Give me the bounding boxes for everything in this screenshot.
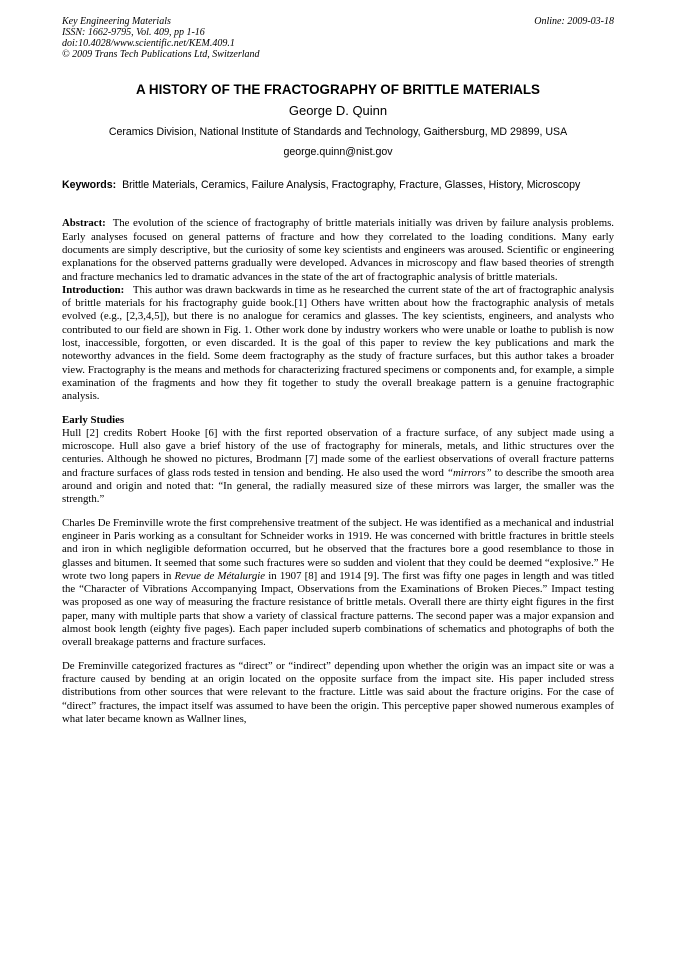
introduction-paragraph xyxy=(62,284,614,404)
journal-doi: doi:10.4028/www.scientific.net/KEM.409.1 xyxy=(62,38,235,49)
online-date: Online: 2009-03-18 xyxy=(534,16,614,27)
p2-text-a: Charles De Freminville wrote the first comprehensive treatment of the subject. He was identified as a mechanical and industrial engineer in Paris working as a consultant for Schneider works in 1919. He was concerned with brittle fractures in brittle steels and iron in which negligible deformation occurred, but he observed that the fractures bore a good resemblance to those in glasses and bitumen. It seemed that some such fractures were so sudden and violent that they could be deemed “explosive.” He wrote two long papers in xyxy=(62,516,614,582)
early-studies-paragraph-1 xyxy=(62,427,614,507)
section-heading-early-studies: Early Studies xyxy=(62,413,125,426)
journal-issn: ISSN: 1662-9795, Vol. 409, pp 1-16 xyxy=(62,27,205,38)
journal-copyright: © 2009 Trans Tech Publications Ltd, Switzerland xyxy=(62,49,260,60)
paper-title: A HISTORY OF THE FRACTOGRAPHY OF BRITTLE MATERIALS xyxy=(136,82,540,97)
p1-text-b: to describe the smooth area around and origin and noted that: “In general, the radially measured size of these mirrors was larger, the smaller was the strength.” xyxy=(62,466,615,506)
keywords-label: Keywords: xyxy=(62,179,117,191)
paper-page xyxy=(62,16,614,726)
introduction-label: Introduction: xyxy=(62,283,125,296)
abstract-label: Abstract: xyxy=(62,217,106,230)
p1-emphasis: “mirrors” xyxy=(446,466,492,479)
author-affiliation: Ceramics Division, National Institute of Standards and Technology, Gaithersburg, MD 29899, USA xyxy=(108,126,568,138)
keywords xyxy=(62,179,614,192)
keywords-text: Brittle Materials, Ceramics, Failure Analysis, Fractography, Fracture, Glasses, History, Microscopy xyxy=(122,179,581,191)
abstract-paragraph xyxy=(62,217,614,283)
early-studies-paragraph-2 xyxy=(62,517,614,650)
early-studies-paragraph-3: De Freminville categorized fractures as “direct” or “indirect” depending upon whether the origin was an impact site or was a fracture caused by bending at an origin located on the opposite surface from the impact site. His paper included stress distributions from other sources that were relevant to the fracture. Little was said about the fracture origins. For the case of “direct” fractures, the impact itself was assumed to have been the origin. This perceptive paper showed numerous examples of what later became known as Wallner lines, xyxy=(62,659,614,725)
p2-text-b: in 1907 [8] and 1914 [9]. The first was fifty one pages in length and was titled the “Character of Vibrations Accompanying Impact, Observations from the Examinations of Broken Pieces.” Impact testing was proposed as one way of measuring the fracture resistance of brittle metals. Overall there are thirty eight figures in the first paper, many with multiple parts that show a variety of classical fracture patterns. The second paper was a major expansion and almost book length (eighty five pages). Each paper included superb combinations of schematics and photographs of both the overall breakage patterns and fracture surfaces. xyxy=(62,569,614,649)
p2-emphasis: Revue de Métalurgie xyxy=(174,569,266,582)
journal-header xyxy=(62,16,614,60)
abstract-text: The evolution of the science of fractography of brittle materials initially was driven by failure analysis problems. Early analyses focused on general patterns of fracture and how they correlated to the loading conditions. Many early documents are simply descriptive, but the curiosity of some key scientists and engineers was aroused. Scientific or engineering explanations for the observed patterns gradually were developed. Advances in microscopy and flaw based theories of strength and fracture mechanics led to dramatic advances in the state of the art of fractographic analysis of brittle materials. xyxy=(62,217,614,283)
p1-text-a: Hull [2] credits Robert Hooke [6] with the first reported observation of a fracture surface, of any subject made using a microscope. Hull also gave a brief history of the use of fractography for minerals, metals, and lithic structures over the centuries. Although he showed no pictures, Brodmann [7] made some of the earliest observations of overall fracture patterns and fracture surfaces of glass rods tested in tension and bending. He also used the word xyxy=(62,426,614,479)
journal-name: Key Engineering Materials xyxy=(62,16,171,27)
paper-author: George D. Quinn xyxy=(288,103,388,118)
introduction-text: This author was drawn backwards in time as he researched the current state of the art of fractographic analysis of brittle materials for his fractography guide book.[1] Others have written about how the fractographic analysis of metals evolved (e.g., [2,3,4,5]), but there is no analogue for ceramics and glasses. The key scientists, engineers, and analysts who contributed to our field are shown in Fig. 1. Other work done by industry workers who were unable or loathe to publish is now lost, inaccessible, forgotten, or even discarded. It is the goal of this paper to review the key publications and mark the noteworthy advances in the field. Some deem fractography as the study of fracture surfaces, but this author takes a broader view. Fractography is the means and methods for characterizing fractured specimens or components and, for example, a simple examination of the fragments and how they fit together to study the overall breakage pattern is a genuine fractographic analysis. xyxy=(62,283,615,403)
author-email: george.quinn@nist.gov xyxy=(283,146,393,158)
